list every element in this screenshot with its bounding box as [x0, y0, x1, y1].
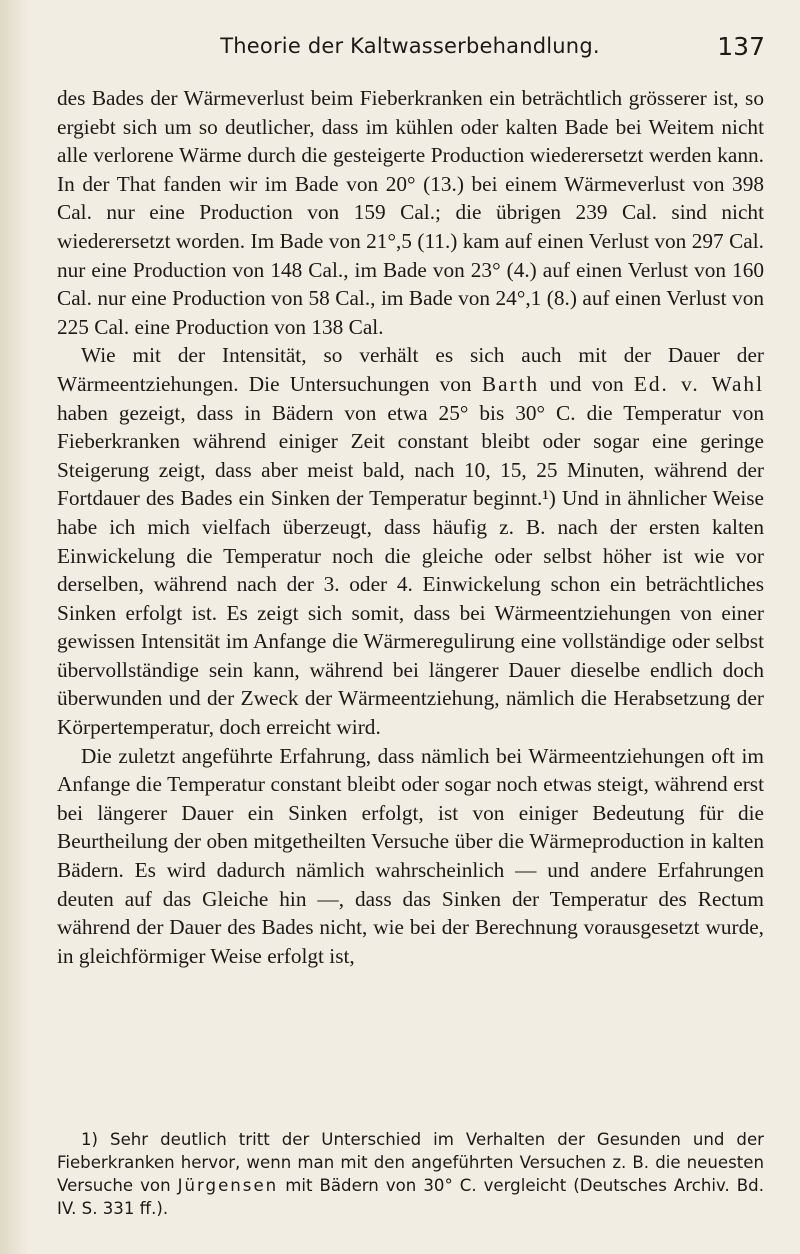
- running-title: Theorie der Kaltwasserbehandlung.: [220, 34, 600, 58]
- page-number: 137: [717, 32, 765, 61]
- author-name: Ed. v. Wahl: [633, 371, 765, 396]
- text-run: mit Bädern von 30° C. vergleicht (Deutsches Archiv. Bd. IV. S. 331 ff.).: [57, 1176, 764, 1218]
- page-header: [55, 34, 765, 74]
- text-run: des Bades der Wärmeverlust beim Fieberkranken ein beträchtlich grösserer ist, so ergiebt sich um so deutlicher, dass im kühlen oder kalten Bade bei Weitem nicht alle verlorene Wärme durch die gesteigerte Production wiederersetzt werden kann. In der That fanden wir im Bade von 20° (13.) bei einem Wärmeverlust von 398 Cal. nur eine Production von 159 Cal.; die übrigen 239 Cal. sind nicht wiederersetzt worden. Im Bade von 21°,5 (11.) kam auf einen Verlust von 297 Cal. nur eine Production von 148 Cal., im Bade von 23° (4.) auf einen Verlust von 160 Cal. nur eine Production von 58 Cal., im Bade von 24°,1 (8.) auf einen Verlust von 225 Cal. eine Production von 138 Cal.: [57, 86, 764, 339]
- text-run: haben gezeigt, dass in Bädern von etwa 25° bis 30° C. die Temperatur von Fieberkranken während einiger Zeit constant bleibt oder sogar eine geringe Steigerung zeigt, dass aber meist bald, nach 10, 15, 25 Minuten, während der Fortdauer des Bades ein Sinken der Temperatur beginnt.¹) Und in ähnlicher Weise habe ich mich vielfach überzeugt, dass häufig z. B. nach der ersten kalten Einwickelung die Temperatur noch die gleiche oder selbst höher ist wie vor derselben, während nach der 3. oder 4. Einwickelung schon ein beträchtliches Sinken erfolgt ist. Es zeigt sich somit, dass bei Wärmeentziehungen von einer gewissen Intensität im Anfange die Wärmeregulirung eine vollständige oder selbst übervollständige sein kann, während bei längerer Dauer dieselbe endlich doch überwunden und der Zweck der Wärmeentziehung, nämlich die Herabsetzung der Körpertemperatur, doch erreicht wird.: [57, 400, 764, 740]
- author-name: Jürgensen: [177, 1176, 279, 1195]
- text-run: Wie mit der Intensität, so verhält es sich auch mit der Dauer der Wärmeentziehungen. Die Untersuchungen von: [57, 343, 764, 396]
- footnote-1: [57, 1128, 764, 1220]
- text-run: und von: [539, 371, 634, 396]
- text-run: Die zuletzt angeführte Erfahrung, dass nämlich bei Wärmeentziehungen oft im Anfange die Temperatur constant bleibt oder sogar noch etwas steigt, während erst bei längerer Dauer ein Sinken erfolgt, ist von einiger Bedeutung für die Beurtheilung der oben mitgetheilten Versuche über die Wärmeproduction in kalten Bädern. Es wird dadurch nämlich wahrscheinlich — und andere Erfahrungen deuten auf das Gleiche hin —, dass das Sinken der Temperatur des Rectum während der Dauer des Bades nicht, wie bei der Berechnung vorausgesetzt wurde, in gleichförmiger Weise erfolgt ist,: [57, 743, 764, 968]
- text-run: 1) Sehr deutlich tritt der Unterschied im Verhalten der Gesunden und der Fieberkranken hervor, wenn man mit den angeführten Versuchen z. B. die neuesten Versuche von: [57, 1130, 764, 1195]
- body-text: [57, 84, 764, 970]
- paragraph-3: [57, 742, 764, 971]
- footnotes: [57, 1128, 764, 1220]
- paragraph-1: [57, 84, 764, 341]
- author-name: Barth: [481, 371, 540, 396]
- paragraph-2: [57, 341, 764, 741]
